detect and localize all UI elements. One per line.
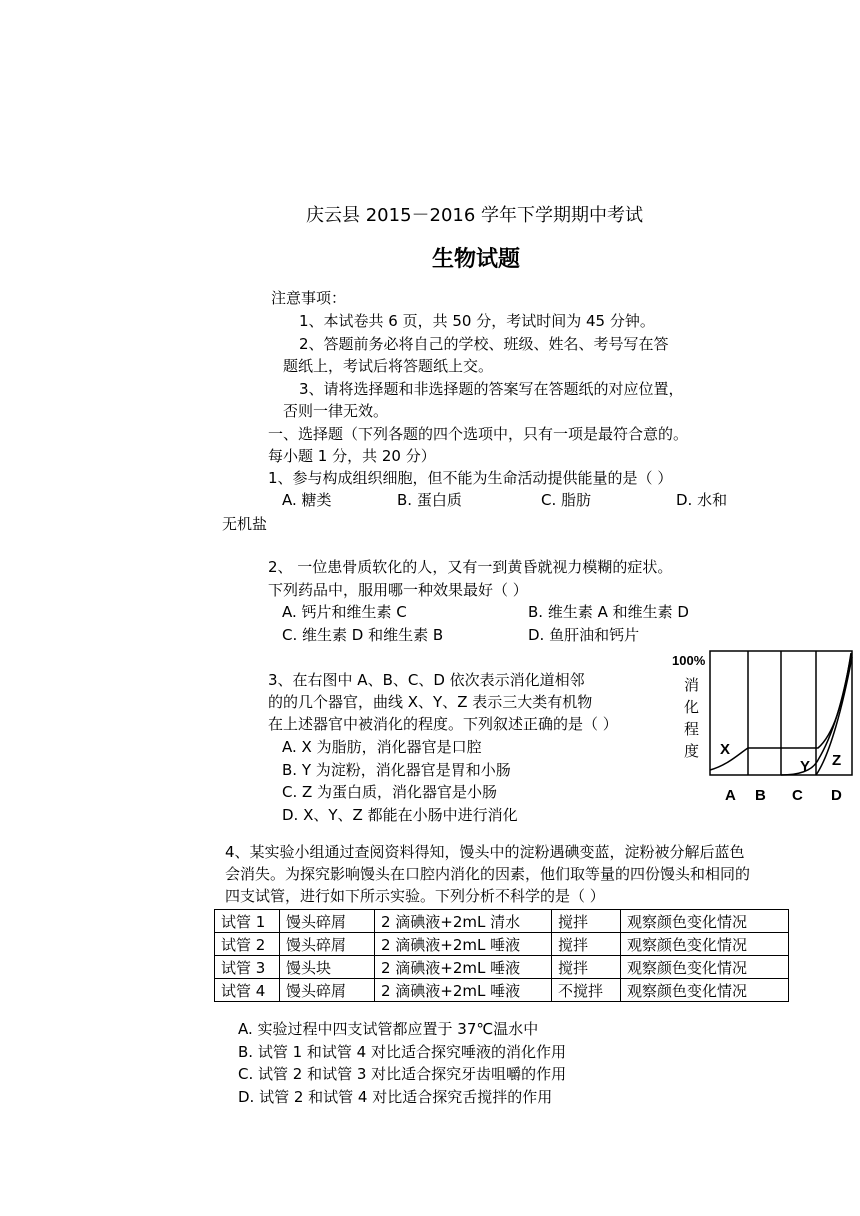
table-cell: 馒头块 [280, 956, 375, 979]
q4-option-b: B. 试管 1 和试管 4 对比适合探究唾液的消化作用 [238, 1043, 566, 1061]
curve-label-x: X [720, 741, 731, 758]
q4-stem-line3: 四支试管，进行如下所示实验。下列分析不科学的是（ ） [225, 887, 605, 905]
q1-option-a: A. 糖类 [282, 491, 332, 509]
table-cell: 试管 4 [215, 979, 280, 1002]
table-cell: 馒头碎屑 [280, 979, 375, 1002]
q1-option-b: B. 蛋白质 [397, 491, 462, 509]
organ-label-a: A [725, 787, 736, 804]
figure-ylabel-char-3: 程 [684, 721, 700, 738]
exam-title: 庆云县 2015－2016 学年下学期期中考试 [306, 205, 644, 226]
q3-option-c: C. Z 为蛋白质，消化器官是小肠 [282, 783, 498, 801]
table-cell: 试管 2 [215, 933, 280, 956]
table-cell: 馒头碎屑 [280, 933, 375, 956]
organ-label-b: B [755, 787, 766, 804]
table-cell: 2 滴碘液+2mL 清水 [375, 910, 552, 933]
q1-option-d-cont: 无机盐 [222, 515, 268, 533]
q2-stem-line2: 下列药品中，服用哪一种效果最好（ ） [268, 581, 528, 599]
figure-ylabel-char-1: 消 [684, 677, 700, 694]
table-cell: 观察颜色变化情况 [621, 979, 789, 1002]
table-row [215, 910, 789, 933]
table-row [215, 956, 789, 979]
q4-option-a: A. 实验过程中四支试管都应置于 37℃温水中 [238, 1020, 539, 1038]
curve-label-z: Z [832, 752, 842, 769]
table-cell: 搅拌 [552, 933, 621, 956]
q3-option-b: B. Y 为淀粉，消化器官是胃和小肠 [282, 761, 511, 779]
curve-label-y: Y [800, 758, 811, 775]
table-cell: 2 滴碘液+2mL 唾液 [375, 956, 552, 979]
q2-option-b: B. 维生素 A 和维生素 D [528, 603, 689, 621]
q3-stem-line1: 3、在右图中 A、B、C、D 依次表示消化道相邻 [268, 671, 585, 689]
q4-option-c: C. 试管 2 和试管 3 对比适合探究牙齿咀嚼的作用 [238, 1065, 567, 1083]
table-cell: 2 滴碘液+2mL 唾液 [375, 979, 552, 1002]
notice-item-3: 3、请将选择题和非选择题的答案写在答题纸的对应位置， [299, 380, 684, 398]
q1-option-c: C. 脂肪 [541, 491, 592, 509]
notice-item-2-cont: 题纸上，考试后将答题纸上交。 [283, 357, 494, 375]
figure-ylabel-char-2: 化 [684, 699, 700, 716]
q3-stem-line2: 的的几个器官，曲线 X、Y、Z 表示三大类有机物 [268, 693, 593, 711]
q2-option-a: A. 钙片和维生素 C [282, 603, 407, 621]
q2-stem-line1: 2、 一位患骨质软化的人，又有一到黄昏就视力模糊的症状。 [268, 558, 673, 576]
figure-ylabel-top: 100% [672, 653, 706, 668]
section-heading-line1: 一、选择题（下列各题的四个选项中，只有一项是最符合意的。 [268, 425, 689, 443]
q4-stem-line2: 会消失。为探究影响馒头在口腔内消化的因素，他们取等量的四份馒头和相同的 [225, 865, 751, 883]
table-row [215, 979, 789, 1002]
figure-ylabel-char-4: 度 [684, 743, 700, 760]
digestion-figure [668, 645, 858, 807]
table-cell: 观察颜色变化情况 [621, 956, 789, 979]
exam-subtitle: 生物试题 [432, 247, 521, 272]
q1-option-d: D. 水和 [676, 491, 728, 509]
table-cell: 试管 3 [215, 956, 280, 979]
q1-stem: 1、参与构成组织细胞，但不能为生命活动提供能量的是（ ） [268, 469, 673, 487]
notice-item-3-cont: 否则一律无效。 [283, 402, 389, 420]
experiment-table [214, 909, 789, 1002]
q4-stem-line1: 4、某实验小组通过查阅资料得知，馒头中的淀粉遇碘变蓝，淀粉被分解后蓝色 [225, 843, 745, 861]
table-cell: 试管 1 [215, 910, 280, 933]
notice-item-1: 1、本试卷共 6 页，共 50 分，考试时间为 45 分钟。 [299, 312, 655, 330]
notice-item-2: 2、答题前务必将自己的学校、班级、姓名、考号写在答 [299, 335, 669, 353]
q2-option-c: C. 维生素 D 和维生素 B [282, 626, 444, 644]
table-cell: 不搅拌 [552, 979, 621, 1002]
table-cell: 2 滴碘液+2mL 唾液 [375, 933, 552, 956]
organ-label-c: C [792, 787, 803, 804]
q2-option-d: D. 鱼肝油和钙片 [528, 626, 640, 644]
table-cell: 搅拌 [552, 956, 621, 979]
q4-option-d: D. 试管 2 和试管 4 对比适合探究舌搅拌的作用 [238, 1088, 553, 1106]
section-heading-line2: 每小题 1 分，共 20 分） [268, 447, 436, 465]
table-cell: 搅拌 [552, 910, 621, 933]
q3-option-d: D. X、Y、Z 都能在小肠中进行消化 [282, 806, 518, 824]
notice-heading: 注意事项： [271, 289, 347, 307]
table-row [215, 933, 789, 956]
table-cell: 观察颜色变化情况 [621, 933, 789, 956]
table-cell: 馒头碎屑 [280, 910, 375, 933]
table-cell: 观察颜色变化情况 [621, 910, 789, 933]
q3-option-a: A. X 为脂肪，消化器官是口腔 [282, 738, 482, 756]
organ-label-d: D [831, 787, 842, 804]
q3-stem-line3: 在上述器官中被消化的程度。下列叙述正确的是（ ） [268, 715, 618, 733]
